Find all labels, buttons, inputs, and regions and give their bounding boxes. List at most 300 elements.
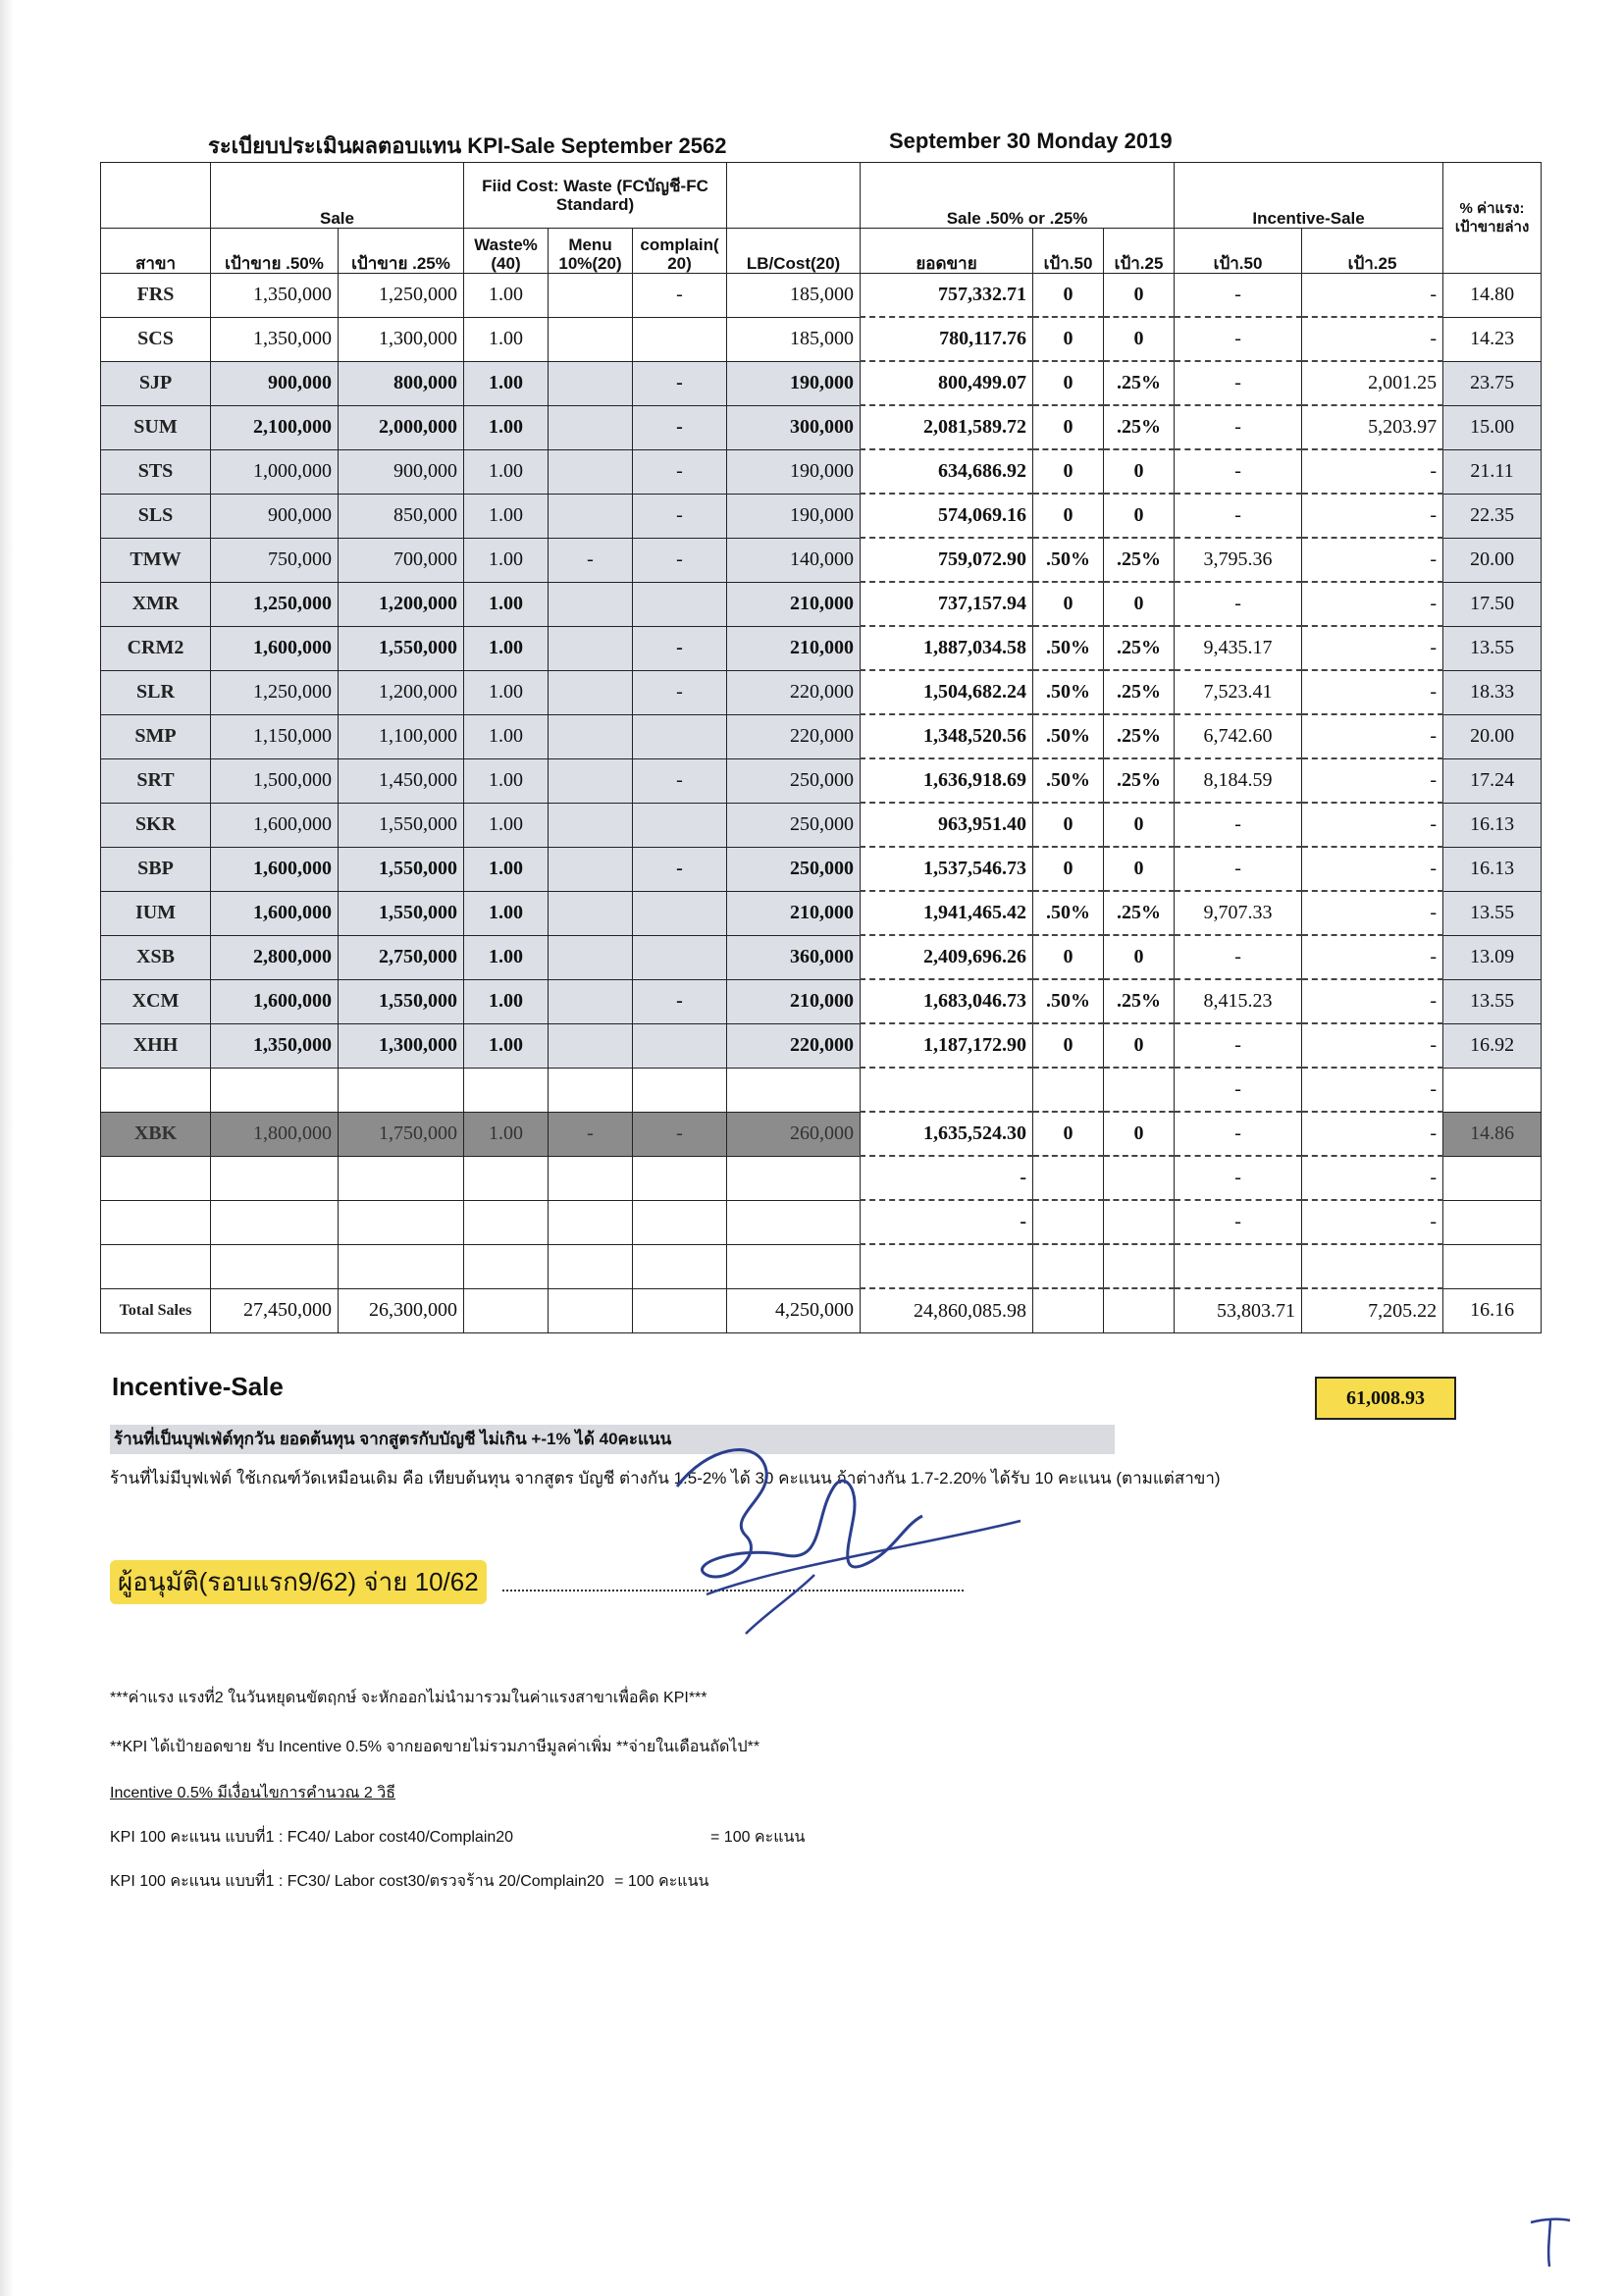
cell-menu xyxy=(549,361,633,405)
cell-h50: .50% xyxy=(1033,714,1104,758)
cell-menu xyxy=(549,1068,633,1112)
cell-i25: - xyxy=(1302,317,1443,361)
cell-complain: - xyxy=(633,1112,727,1156)
cell-menu xyxy=(549,935,633,979)
cell-h50: 0 xyxy=(1033,361,1104,405)
cell-h50: .50% xyxy=(1033,538,1104,582)
cell-complain xyxy=(633,1200,727,1244)
cell-h25: 0 xyxy=(1104,1023,1175,1068)
cell-lb: 360,000 xyxy=(727,935,861,979)
cell-t50: 1,350,000 xyxy=(211,317,339,361)
cell-complain: - xyxy=(633,847,727,891)
group-header-food-cost: Fiid Cost: Waste (FCบัญชี-FC Standard) xyxy=(464,163,727,229)
cell-sales: 2,409,696.26 xyxy=(861,935,1033,979)
cell-i25: - xyxy=(1302,1156,1443,1200)
header-waste: Waste% (40) xyxy=(464,229,549,274)
cell-i50: 8,415.23 xyxy=(1175,979,1302,1023)
cell-sales: 574,069.16 xyxy=(861,494,1033,538)
cell-complain xyxy=(633,582,727,626)
cell-menu: - xyxy=(549,538,633,582)
cell-waste xyxy=(464,1200,549,1244)
cell-t25: 1,300,000 xyxy=(339,317,464,361)
cell-waste: 1.00 xyxy=(464,449,549,494)
cell-lb: 140,000 xyxy=(727,538,861,582)
cell-sales: 2,081,589.72 xyxy=(861,405,1033,449)
cell-i25: - xyxy=(1302,803,1443,847)
total-empty xyxy=(1104,1288,1175,1333)
cell-waste: 1.00 xyxy=(464,494,549,538)
cell-i50: - xyxy=(1175,582,1302,626)
cell-lb: 210,000 xyxy=(727,582,861,626)
cell-t50: 1,600,000 xyxy=(211,979,339,1023)
cell-lb: 185,000 xyxy=(727,274,861,318)
cell-t50 xyxy=(211,1068,339,1112)
cell-complain xyxy=(633,803,727,847)
cell-complain xyxy=(633,1156,727,1200)
cell-i25: - xyxy=(1302,582,1443,626)
cell-pct: 13.09 xyxy=(1443,935,1542,979)
cell-t25: 800,000 xyxy=(339,361,464,405)
cell-i25: - xyxy=(1302,714,1443,758)
cell-branch: SRT xyxy=(101,758,211,803)
cell-complain: - xyxy=(633,670,727,714)
cell-h25: .25% xyxy=(1104,714,1175,758)
group-header-sale: Sale xyxy=(211,163,464,229)
scan-edge xyxy=(0,0,14,2296)
cell-pct xyxy=(1443,1244,1542,1288)
approver-label: ผู้อนุมัติ(รอบแรก9/62) จ่าย 10/62 xyxy=(110,1560,487,1604)
cell-branch: SCS xyxy=(101,317,211,361)
cell-i25: - xyxy=(1302,274,1443,318)
cell-i50: 6,742.60 xyxy=(1175,714,1302,758)
cell-pct: 14.86 xyxy=(1443,1112,1542,1156)
cell-waste: 1.00 xyxy=(464,361,549,405)
cell-branch xyxy=(101,1068,211,1112)
cell-i50: - xyxy=(1175,847,1302,891)
cell-lb: 190,000 xyxy=(727,494,861,538)
cell-t50: 900,000 xyxy=(211,361,339,405)
cell-lb: 210,000 xyxy=(727,891,861,935)
cell-t25: 1,100,000 xyxy=(339,714,464,758)
cell-i25: - xyxy=(1302,1068,1443,1112)
cell-i50: 7,523.41 xyxy=(1175,670,1302,714)
cell-pct xyxy=(1443,1156,1542,1200)
cell-lb: 190,000 xyxy=(727,361,861,405)
cell-menu xyxy=(549,1244,633,1288)
document-date: September 30 Monday 2019 xyxy=(889,129,1173,153)
cell-branch: SLR xyxy=(101,670,211,714)
cell-t25: 1,550,000 xyxy=(339,803,464,847)
cell-i25: 5,203.97 xyxy=(1302,405,1443,449)
cell-t25: 1,250,000 xyxy=(339,274,464,318)
cell-menu xyxy=(549,449,633,494)
cell-h25: .25% xyxy=(1104,891,1175,935)
cell-i50: - xyxy=(1175,935,1302,979)
cell-h50 xyxy=(1033,1068,1104,1112)
cell-branch: XSB xyxy=(101,935,211,979)
cell-t50: 1,000,000 xyxy=(211,449,339,494)
cell-waste: 1.00 xyxy=(464,847,549,891)
cell-waste: 1.00 xyxy=(464,626,549,670)
cell-pct: 13.55 xyxy=(1443,979,1542,1023)
cell-pct: 14.23 xyxy=(1443,317,1542,361)
header-spacer xyxy=(101,163,211,229)
cell-branch: IUM xyxy=(101,891,211,935)
cell-lb: 250,000 xyxy=(727,847,861,891)
cell-i25: - xyxy=(1302,1112,1443,1156)
cell-waste: 1.00 xyxy=(464,582,549,626)
total-sales: 24,860,085.98 xyxy=(861,1288,1033,1333)
cell-t25: 900,000 xyxy=(339,449,464,494)
cell-t25: 1,550,000 xyxy=(339,979,464,1023)
cell-branch: FRS xyxy=(101,274,211,318)
cell-h25: .25% xyxy=(1104,538,1175,582)
cell-t25: 1,450,000 xyxy=(339,758,464,803)
header-branch: สาขา xyxy=(101,229,211,274)
cell-t25 xyxy=(339,1244,464,1288)
cell-pct: 16.13 xyxy=(1443,803,1542,847)
cell-menu xyxy=(549,405,633,449)
cell-complain xyxy=(633,714,727,758)
cell-t50: 1,600,000 xyxy=(211,626,339,670)
group-header-incentive: Incentive-Sale xyxy=(1175,163,1443,229)
cell-i50: - xyxy=(1175,449,1302,494)
table-row xyxy=(101,1023,1542,1068)
cell-t50: 750,000 xyxy=(211,538,339,582)
kpi-table xyxy=(100,162,1542,1333)
table-row xyxy=(101,449,1542,494)
cell-sales: 800,499.07 xyxy=(861,361,1033,405)
cell-i50: - xyxy=(1175,317,1302,361)
cell-t25 xyxy=(339,1200,464,1244)
cell-t50: 1,600,000 xyxy=(211,891,339,935)
cell-sales: 1,187,172.90 xyxy=(861,1023,1033,1068)
incentive-sale-title: Incentive-Sale xyxy=(112,1372,284,1401)
cell-complain xyxy=(633,935,727,979)
table-row xyxy=(101,758,1542,803)
cell-t25: 1,200,000 xyxy=(339,670,464,714)
cell-i50: - xyxy=(1175,1023,1302,1068)
total-lb-cost: 4,250,000 xyxy=(727,1288,861,1333)
total-inc-25: 7,205.22 xyxy=(1302,1288,1443,1333)
cell-branch: SBP xyxy=(101,847,211,891)
cell-waste xyxy=(464,1068,549,1112)
total-empty xyxy=(549,1288,633,1333)
cell-waste: 1.00 xyxy=(464,670,549,714)
cell-menu xyxy=(549,494,633,538)
cell-i25: - xyxy=(1302,935,1443,979)
cell-t25: 1,550,000 xyxy=(339,891,464,935)
cell-complain: - xyxy=(633,449,727,494)
cell-menu xyxy=(549,1156,633,1200)
method-2-label: KPI 100 คะแนน แบบที่1 : FC30/ Labor cost30/ตรวจร้าน 20/Complain20 xyxy=(110,1873,604,1890)
header-labor-pct: % ค่าแรง: เป้าขายล่าง xyxy=(1443,163,1542,274)
cell-h50 xyxy=(1033,1156,1104,1200)
cell-waste xyxy=(464,1244,549,1288)
signature-image xyxy=(667,1428,1079,1653)
cell-h50: 0 xyxy=(1033,803,1104,847)
cell-t25: 1,550,000 xyxy=(339,847,464,891)
cell-h25: 0 xyxy=(1104,494,1175,538)
cell-menu: - xyxy=(549,1112,633,1156)
cell-pct: 17.50 xyxy=(1443,582,1542,626)
table-row xyxy=(101,274,1542,318)
cell-waste: 1.00 xyxy=(464,274,549,318)
cell-waste: 1.00 xyxy=(464,317,549,361)
table-row xyxy=(101,1068,1542,1112)
cell-waste: 1.00 xyxy=(464,935,549,979)
cell-pct: 16.13 xyxy=(1443,847,1542,891)
cell-h25: .25% xyxy=(1104,670,1175,714)
cell-menu xyxy=(549,317,633,361)
cell-complain xyxy=(633,317,727,361)
cell-sales: - xyxy=(861,1200,1033,1244)
cell-complain: - xyxy=(633,361,727,405)
cell-h50: 0 xyxy=(1033,847,1104,891)
footnote-method-2 xyxy=(110,1869,708,1894)
cell-i50: 8,184.59 xyxy=(1175,758,1302,803)
cell-t25: 1,300,000 xyxy=(339,1023,464,1068)
cell-h25 xyxy=(1104,1068,1175,1112)
cell-h25: 0 xyxy=(1104,274,1175,318)
cell-h50: 0 xyxy=(1033,935,1104,979)
cell-h50: .50% xyxy=(1033,758,1104,803)
cell-lb: 250,000 xyxy=(727,803,861,847)
cell-h25: .25% xyxy=(1104,626,1175,670)
table-row xyxy=(101,670,1542,714)
cell-lb: 220,000 xyxy=(727,670,861,714)
table-row xyxy=(101,317,1542,361)
cell-t50: 1,600,000 xyxy=(211,847,339,891)
footnote-calc-methods: Incentive 0.5% มีเงื่อนไขการคำนวณ 2 วิธี xyxy=(110,1785,396,1801)
cell-complain: - xyxy=(633,626,727,670)
cell-sales: 1,537,546.73 xyxy=(861,847,1033,891)
cell-t50: 1,250,000 xyxy=(211,582,339,626)
cell-i50: - xyxy=(1175,361,1302,405)
cell-sales: - xyxy=(861,1156,1033,1200)
cell-menu xyxy=(549,891,633,935)
cell-sales: 1,348,520.56 xyxy=(861,714,1033,758)
table-row xyxy=(101,494,1542,538)
cell-t25: 1,750,000 xyxy=(339,1112,464,1156)
cell-pct: 14.80 xyxy=(1443,274,1542,318)
table-row xyxy=(101,847,1542,891)
cell-lb: 220,000 xyxy=(727,1023,861,1068)
cell-lb: 190,000 xyxy=(727,449,861,494)
cell-sales: 1,683,046.73 xyxy=(861,979,1033,1023)
cell-menu xyxy=(549,847,633,891)
cell-i25: - xyxy=(1302,494,1443,538)
cell-t25 xyxy=(339,1068,464,1112)
cell-i25: - xyxy=(1302,847,1443,891)
cell-waste xyxy=(464,1156,549,1200)
header-inc-50: เป้า.50 xyxy=(1175,229,1302,274)
cell-h25: 0 xyxy=(1104,1112,1175,1156)
method-1-value: = 100 คะแนน xyxy=(710,1829,806,1846)
table-row xyxy=(101,1112,1542,1156)
cell-h25: .25% xyxy=(1104,979,1175,1023)
header-lb-cost: LB/Cost(20) xyxy=(727,229,861,274)
cell-h25: 0 xyxy=(1104,935,1175,979)
cell-t25: 2,750,000 xyxy=(339,935,464,979)
cell-i25: - xyxy=(1302,626,1443,670)
cell-sales: 757,332.71 xyxy=(861,274,1033,318)
cell-sales: 780,117.76 xyxy=(861,317,1033,361)
footnote-kpi-incentive: **KPI ได้เป้ายอดขาย รับ Incentive 0.5% จากยอดขายไม่รวมภาษีมูลค่าเพิ่ม **จ่ายในเดือนถัดไป** xyxy=(110,1739,760,1755)
cell-sales xyxy=(861,1068,1033,1112)
cell-i50: 3,795.36 xyxy=(1175,538,1302,582)
cell-h25: 0 xyxy=(1104,847,1175,891)
cell-branch: XMR xyxy=(101,582,211,626)
cell-i25: - xyxy=(1302,979,1443,1023)
footnote-method-1 xyxy=(110,1825,806,1850)
table-row xyxy=(101,538,1542,582)
cell-waste: 1.00 xyxy=(464,538,549,582)
cell-lb xyxy=(727,1244,861,1288)
cell-t50 xyxy=(211,1200,339,1244)
cell-t50: 1,250,000 xyxy=(211,670,339,714)
cell-pct xyxy=(1443,1068,1542,1112)
cell-complain: - xyxy=(633,405,727,449)
total-empty xyxy=(464,1288,549,1333)
document-title: ระเบียบประเมินผลตอบแทน KPI-Sale September 2562 xyxy=(208,133,727,158)
cell-h25: .25% xyxy=(1104,405,1175,449)
cell-h25: .25% xyxy=(1104,361,1175,405)
cell-t50: 1,600,000 xyxy=(211,803,339,847)
table-row xyxy=(101,891,1542,935)
cell-i50: - xyxy=(1175,274,1302,318)
cell-t25 xyxy=(339,1156,464,1200)
cell-waste: 1.00 xyxy=(464,891,549,935)
cell-pct: 20.00 xyxy=(1443,538,1542,582)
cell-i50: - xyxy=(1175,1156,1302,1200)
cell-menu xyxy=(549,626,633,670)
cell-complain: - xyxy=(633,979,727,1023)
table-row xyxy=(101,582,1542,626)
cell-complain xyxy=(633,1023,727,1068)
cell-menu xyxy=(549,670,633,714)
cell-h25: 0 xyxy=(1104,449,1175,494)
header-hit-25: เป้า.25 xyxy=(1104,229,1175,274)
cell-i25: - xyxy=(1302,670,1443,714)
cell-h25: 0 xyxy=(1104,582,1175,626)
cell-pct: 13.55 xyxy=(1443,891,1542,935)
cell-h50: .50% xyxy=(1033,891,1104,935)
cell-pct: 21.11 xyxy=(1443,449,1542,494)
cell-sales: 737,157.94 xyxy=(861,582,1033,626)
cell-waste: 1.00 xyxy=(464,979,549,1023)
table-row xyxy=(101,1200,1542,1244)
cell-complain: - xyxy=(633,494,727,538)
cell-waste: 1.00 xyxy=(464,1112,549,1156)
cell-sales: 759,072.90 xyxy=(861,538,1033,582)
cell-pct: 13.55 xyxy=(1443,626,1542,670)
total-target-25: 26,300,000 xyxy=(339,1288,464,1333)
total-inc-50: 53,803.71 xyxy=(1175,1288,1302,1333)
header-target-50: เป้าขาย .50% xyxy=(211,229,339,274)
cell-pct: 15.00 xyxy=(1443,405,1542,449)
cell-pct xyxy=(1443,1200,1542,1244)
group-header-sale-pct: Sale .50% or .25% xyxy=(861,163,1175,229)
cell-sales: 1,941,465.42 xyxy=(861,891,1033,935)
cell-pct: 16.92 xyxy=(1443,1023,1542,1068)
cell-lb: 220,000 xyxy=(727,714,861,758)
cell-h25 xyxy=(1104,1156,1175,1200)
cell-i50: 9,707.33 xyxy=(1175,891,1302,935)
cell-waste: 1.00 xyxy=(464,405,549,449)
header-complain: complain( 20) xyxy=(633,229,727,274)
cell-lb: 210,000 xyxy=(727,626,861,670)
cell-branch: SJP xyxy=(101,361,211,405)
cell-i50: - xyxy=(1175,1112,1302,1156)
cell-menu xyxy=(549,1023,633,1068)
cell-i50: - xyxy=(1175,1200,1302,1244)
cell-i25: - xyxy=(1302,1023,1443,1068)
cell-sales: 963,951.40 xyxy=(861,803,1033,847)
cell-branch xyxy=(101,1156,211,1200)
cell-branch: SKR xyxy=(101,803,211,847)
cell-lb xyxy=(727,1200,861,1244)
cell-h25: 0 xyxy=(1104,317,1175,361)
cell-branch: SLS xyxy=(101,494,211,538)
cell-h50 xyxy=(1033,1244,1104,1288)
table-row xyxy=(101,714,1542,758)
handwritten-page-mark xyxy=(1526,2213,1575,2271)
cell-t50: 1,350,000 xyxy=(211,1023,339,1068)
cell-menu xyxy=(549,582,633,626)
cell-branch: STS xyxy=(101,449,211,494)
cell-i50: 9,435.17 xyxy=(1175,626,1302,670)
cell-pct: 23.75 xyxy=(1443,361,1542,405)
cell-waste: 1.00 xyxy=(464,714,549,758)
cell-t25: 850,000 xyxy=(339,494,464,538)
cell-h25: .25% xyxy=(1104,758,1175,803)
cell-branch xyxy=(101,1200,211,1244)
cell-h25 xyxy=(1104,1200,1175,1244)
cell-lb xyxy=(727,1068,861,1112)
cell-t50: 2,800,000 xyxy=(211,935,339,979)
cell-t25: 700,000 xyxy=(339,538,464,582)
cell-h50: .50% xyxy=(1033,670,1104,714)
cell-h50: 0 xyxy=(1033,1112,1104,1156)
total-empty xyxy=(1033,1288,1104,1333)
cell-t50: 1,150,000 xyxy=(211,714,339,758)
cell-lb: 185,000 xyxy=(727,317,861,361)
cell-t25: 2,000,000 xyxy=(339,405,464,449)
cell-i50: - xyxy=(1175,494,1302,538)
table-row xyxy=(101,1156,1542,1200)
table-row xyxy=(101,626,1542,670)
cell-sales: 1,504,682.24 xyxy=(861,670,1033,714)
table-row xyxy=(101,361,1542,405)
cell-branch: CRM2 xyxy=(101,626,211,670)
cell-h50: 0 xyxy=(1033,1023,1104,1068)
cell-h50: 0 xyxy=(1033,274,1104,318)
cell-i50: - xyxy=(1175,1068,1302,1112)
cell-menu xyxy=(549,1200,633,1244)
cell-complain xyxy=(633,891,727,935)
cell-t50 xyxy=(211,1156,339,1200)
cell-sales: 1,636,918.69 xyxy=(861,758,1033,803)
cell-h50: 0 xyxy=(1033,494,1104,538)
cell-i25: - xyxy=(1302,538,1443,582)
cell-h50 xyxy=(1033,1200,1104,1244)
cell-menu xyxy=(549,274,633,318)
method-1-label: KPI 100 คะแนน แบบที่1 : FC40/ Labor cost40/Complain20 xyxy=(110,1829,514,1846)
cell-t50: 2,100,000 xyxy=(211,405,339,449)
cell-complain: - xyxy=(633,758,727,803)
cell-h50: 0 xyxy=(1033,317,1104,361)
